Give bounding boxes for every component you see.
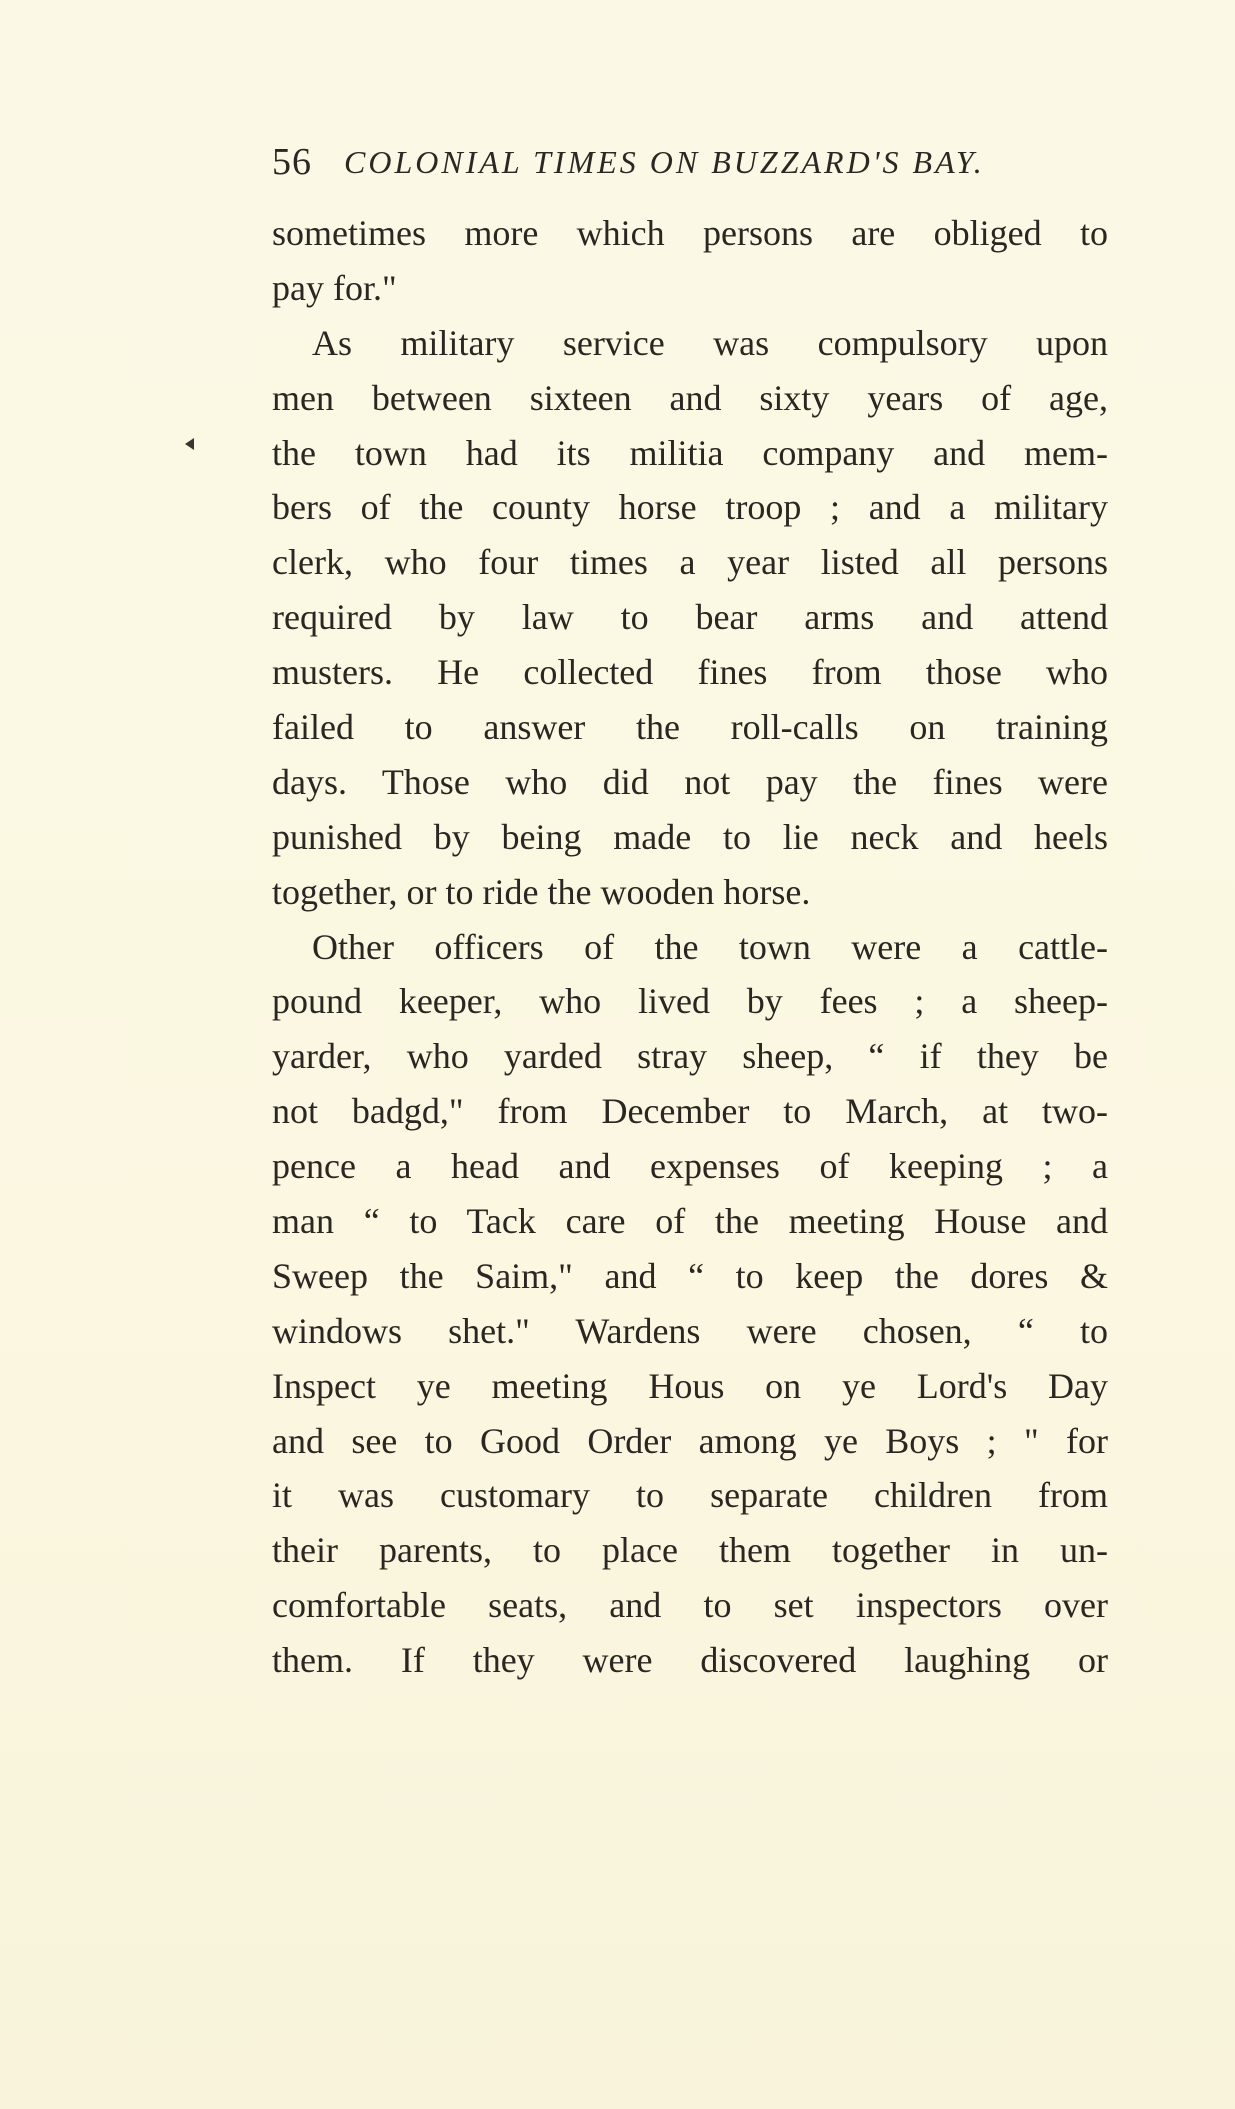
text-line: failed to answer the roll-calls on training (272, 707, 1108, 748)
text-line: As military service was compulsory upon (312, 322, 1108, 363)
text-line: it was customary to separate children from (272, 1475, 1108, 1516)
body-text (272, 206, 1108, 1688)
text-line: men between sixteen and sixty years of age, (272, 377, 1108, 418)
text-line: comfortable seats, and to set inspectors over (272, 1585, 1108, 1626)
text-line: windows shet." Wardens were chosen, “ to (272, 1310, 1108, 1351)
text-line: their parents, to place them together in un- (272, 1530, 1108, 1571)
margin-mark-icon (185, 438, 194, 450)
text-line: them. If they were discovered laughing or (272, 1640, 1108, 1681)
text-line: bers of the county horse troop ; and a military (272, 487, 1108, 528)
text-line: together, or to ride the wooden horse. (272, 871, 811, 912)
text-line: sometimes more which persons are obliged to (272, 213, 1108, 253)
text-line: man “ to Tack care of the meeting House and (272, 1201, 1108, 1242)
page-header (272, 140, 1112, 190)
text-line: Inspect ye meeting Hous on ye Lord's Day (272, 1365, 1108, 1406)
text-line: clerk, who four times a year listed all persons (272, 542, 1108, 583)
page-number: 56 (272, 141, 312, 183)
text-line: musters. He collected fines from those who (272, 652, 1108, 693)
text-line: Other officers of the town were a cattle- (312, 926, 1108, 967)
text-line: and see to Good Order among ye Boys ; " for (272, 1420, 1108, 1461)
text-line: required by law to bear arms and attend (272, 597, 1108, 638)
running-head: COLONIAL TIMES ON BUZZARD'S BAY. (344, 144, 985, 180)
text-line: Sweep the Saim," and “ to keep the dores & (272, 1255, 1108, 1296)
text-line: pound keeper, who lived by fees ; a sheep- (272, 981, 1108, 1022)
text-line: punished by being made to lie neck and heels (272, 816, 1108, 857)
text-line: pay for." (272, 267, 397, 308)
text-line: pence a head and expenses of keeping ; a (272, 1146, 1108, 1187)
text-line: yarder, who yarded stray sheep, “ if they be (272, 1036, 1108, 1077)
text-line: not badgd," from December to March, at two- (272, 1091, 1108, 1132)
text-line: the town had its militia company and mem- (272, 432, 1108, 473)
text-line: days. Those who did not pay the fines were (272, 761, 1108, 802)
